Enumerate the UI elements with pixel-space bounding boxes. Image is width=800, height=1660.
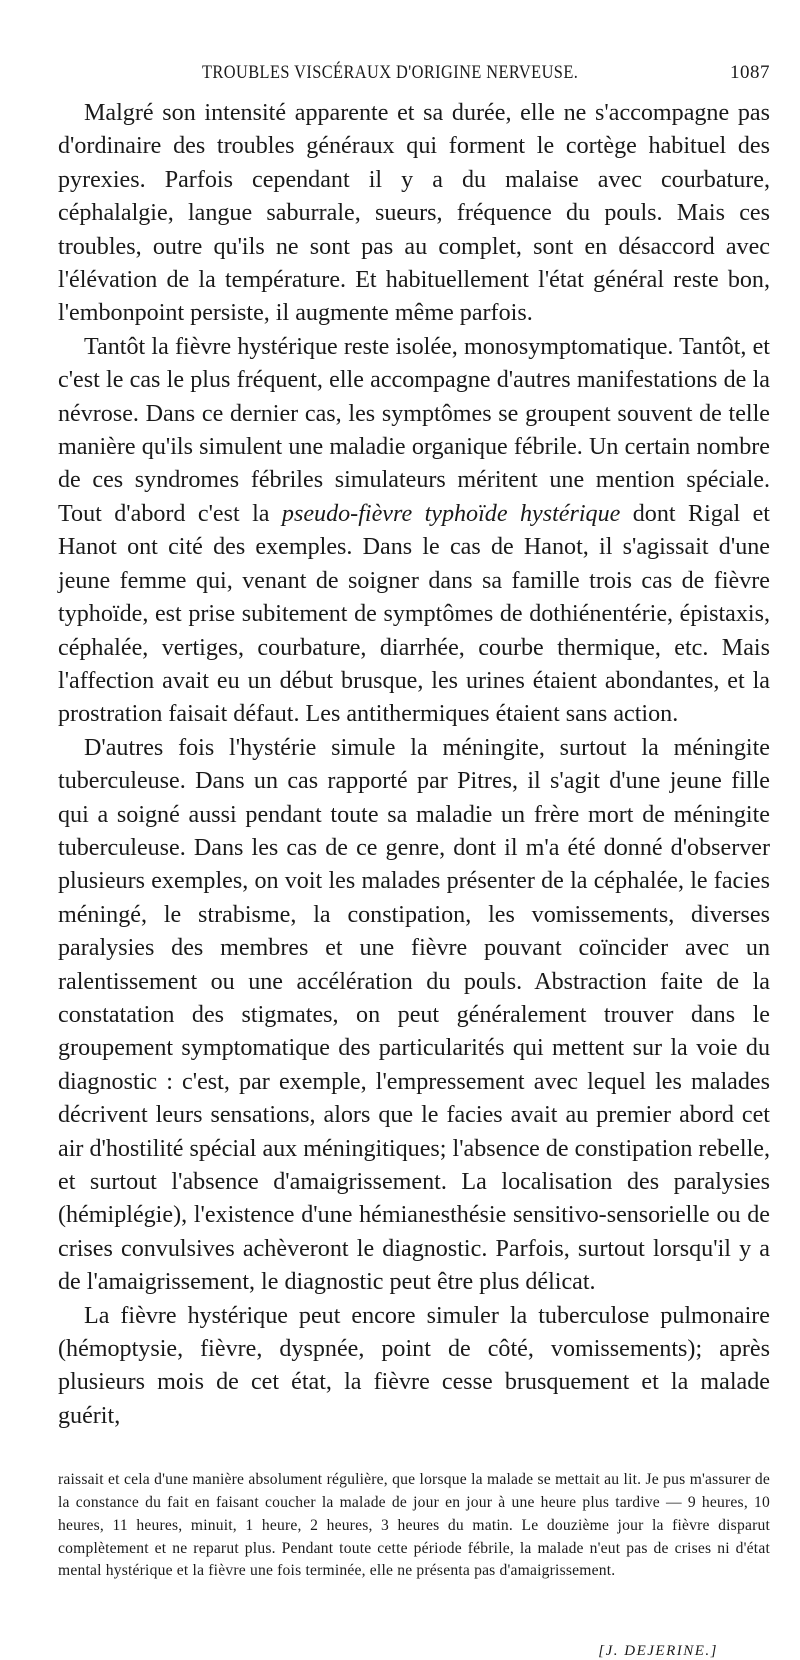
text-run: Tantôt la fièvre hystérique reste isolée, monosymptomatique. Tantôt, et c'est le cas le plus fréquent, elle accompagne d'autres manifestations de la névrose. Dans ce dernier cas, les symptômes se groupent souvent de telle manière qu'ils simulent une maladie organique fébrile. Un certain nombre de ces syndromes fébriles simulateurs méritent une mention spéciale. Tout d'abord c'est la bbox=[58, 333, 770, 527]
italic-term: pseudo-fièvre typhoïde hystérique bbox=[281, 500, 621, 527]
text-run: dont Rigal et Hanot ont cité des exemples. Dans le cas de Hanot, il s'agissait d'une jeune femme qui, venant de soigner dans sa famille trois cas de fièvre typhoïde, est prise subitement de symptômes de dothiénentérie, épistaxis, céphalée, vertiges, courbature, diarrhée, courbe thermique, etc. Mais l'affection avait eu un début brusque, les urines étaient abondantes, et la prostration faisait défaut. Les antithermiques étaient sans action. bbox=[58, 500, 770, 728]
paragraph: Malgré son intensité apparente et sa durée, elle ne s'accompagne pas d'ordinaire des troubles généraux qui forment le cortège habituel des pyrexies. Parfois cependant il y a du malaise avec courbature, céphalalgie, langue saburrale, sueurs, fréquence du pouls. Mais ces troubles, outre qu'ils ne sont pas au complet, sont en désaccord avec l'élévation de la température. Et habituellement l'état général reste bon, l'embonpoint persiste, il augmente même parfois. bbox=[58, 100, 770, 327]
running-head bbox=[58, 62, 770, 92]
paragraph bbox=[58, 331, 770, 732]
book-page bbox=[58, 62, 770, 1660]
main-text bbox=[58, 97, 770, 1433]
paragraph: La fièvre hystérique peut encore simuler la tuberculose pulmonaire (hémoptysie, fièvre, dyspnée, point de côté, vomissements); après plusieurs mois de cet état, la fièvre cesse brusquement et la malade guérit, bbox=[58, 1302, 770, 1429]
paragraph: D'autres fois l'hystérie simule la méningite, surtout la méningite tuberculeuse. Dans un cas rapporté par Pitres, il s'agit d'une jeune fille qui a soigné aussi pendant toute sa maladie un frère mort de méningite tuberculeuse. Dans les cas de ce genre, dont il m'a été donné d'observer plusieurs exemples, on voit les malades présenter de la céphalée, le facies méningé, le strabisme, la constipation, les vomissements, diverses paralysies des membres et une fièvre pouvant coïncider avec un ralentissement ou une accélération du pouls. Abstraction faite de la constatation des stigmates, on peut généralement trouver dans le groupement symptomatique des particularités qui mettent sur la voie du diagnostic : c'est, par exemple, l'empressement avec lequel les malades décrivent leurs sensations, alors que le facies avait au premier abord cet air d'hostilité spécial aux méningitiques; l'absence de constipation rebelle, et surtout l'absence d'amaigrissement. La localisation des paralysies (hémiplégie), l'existence d'une hémianesthésie sensitivo-sensorielle ou de crises convulsives achèveront le diagnostic. Parfois, surtout lorsqu'il y a de l'amaigrissement, le diagnostic peut être plus délicat. bbox=[58, 734, 770, 1296]
footnote: raissait et cela d'une manière absolument régulière, que lorsque la malade se mettait au lit. Je pus m'assurer de la constance du fait en faisant coucher la malade de jour en jour à une heure plus tardive — 9 heures, 10 heures, 11 heures, minuit, 1 heure, 2 heures, 3 heures du matin. Le douzième jour la fièvre disparut complètement et ne reparut plus. Pendant toute cette période fébrile, la malade n'eut pas de crises ni d'état mental hystérique et la fièvre une fois terminée, elle ne présenta pas d'amaigrissement. bbox=[58, 1471, 770, 1580]
running-title: TROUBLES VISCÉRAUX D'ORIGINE NERVEUSE. bbox=[202, 62, 579, 83]
page-number: 1087 bbox=[730, 62, 770, 83]
author-signature: [J. DEJERINE.] bbox=[598, 1643, 718, 1660]
